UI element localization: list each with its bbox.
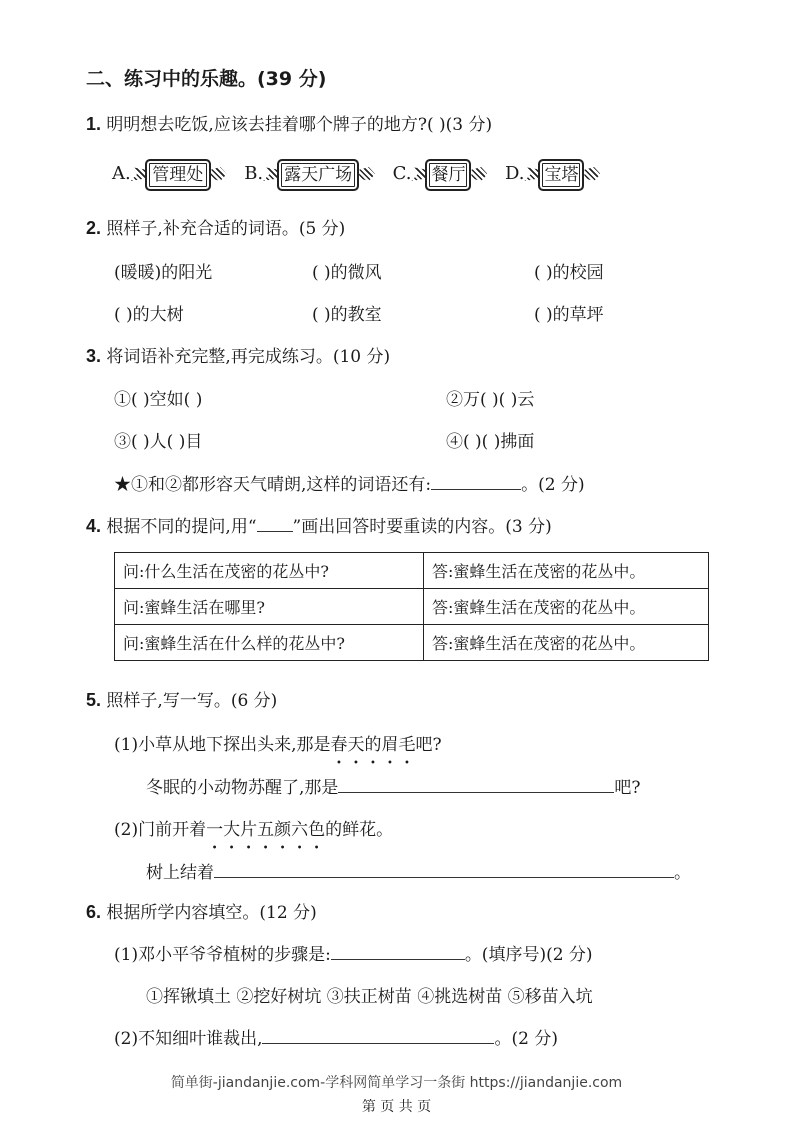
emphasis-char: 毛 xyxy=(398,735,416,755)
question-text: 根据不同的提问,用“ xyxy=(106,517,257,537)
sign-arrow-right-icon xyxy=(359,167,375,181)
emphasis-char: 片 xyxy=(240,820,258,840)
example-text: (1)小草从地下探出头来,那是 xyxy=(114,735,331,755)
question-text: 照样子,补充合适的词语。(5 分) xyxy=(106,219,346,239)
question-text-end: ”画出回答时要重读的内容。(3 分) xyxy=(292,517,552,537)
question-text: 照样子,写一写。(6 分) xyxy=(106,691,278,711)
answer-cell[interactable]: 答:蜜蜂生活在茂密的花丛中。 xyxy=(424,589,709,625)
option-letter: B. xyxy=(244,163,264,184)
q3-item: ④( )( )拂面 xyxy=(446,432,535,452)
sign-board xyxy=(524,158,600,190)
option-letter: C. xyxy=(392,163,412,184)
question-cell: 问:蜜蜂生活在哪里? xyxy=(115,589,424,625)
q3-star-question xyxy=(114,470,585,495)
question-1 xyxy=(86,110,492,135)
star-text-end: 。(2 分) xyxy=(521,475,585,495)
example-text: (2)门前开着 xyxy=(114,820,207,840)
q2-item: ( )的草坪 xyxy=(534,305,604,325)
q6-steps: ①挥锹填土 ②挖好树坑 ③扶正树苗 ④挑选树苗 ⑤移苗入坑 xyxy=(146,987,593,1007)
answer-blank[interactable] xyxy=(338,776,614,793)
part-text-end: 。(2 分) xyxy=(494,1029,558,1049)
emphasis-char: 六 xyxy=(291,820,309,840)
question-number: 3. xyxy=(86,346,102,366)
sign-board xyxy=(411,158,487,190)
q5-example-1 xyxy=(114,730,442,755)
answer-blank[interactable] xyxy=(214,861,674,878)
question-3 xyxy=(86,342,390,367)
answer-cell[interactable]: 答:蜜蜂生活在茂密的花丛中。 xyxy=(424,625,709,661)
table-row xyxy=(115,589,709,625)
q6-part-1 xyxy=(114,940,593,965)
q6-part-2 xyxy=(114,1024,558,1049)
emphasis-char: 五 xyxy=(257,820,275,840)
sign-board xyxy=(131,158,227,190)
q5-example-2 xyxy=(114,815,393,840)
sign-text: 露天广场 xyxy=(277,159,359,191)
section-title: 二、练习中的乐趣。(39 分) xyxy=(86,68,327,90)
emphasis-char: 的 xyxy=(364,735,382,755)
question-number: 5. xyxy=(86,690,102,710)
emphasis-char: 天 xyxy=(347,735,365,755)
question-number: 6. xyxy=(86,902,102,922)
q2-item: ( )的教室 xyxy=(312,305,382,325)
fill-text-end: 吧? xyxy=(614,778,641,798)
question-cell: 问:蜜蜂生活在什么样的花丛中? xyxy=(115,625,424,661)
question-2 xyxy=(86,214,345,239)
emphasis-char: 眉 xyxy=(381,735,399,755)
underline-sample xyxy=(257,517,293,532)
emphasis-char: 一 xyxy=(206,820,224,840)
example-text-end: 的鲜花。 xyxy=(325,820,394,840)
emphasis-char: 大 xyxy=(223,820,241,840)
question-text: 根据所学内容填空。(12 分) xyxy=(106,903,317,923)
q2-item: ( )的微风 xyxy=(312,263,382,283)
table-row xyxy=(115,553,709,589)
question-text: 明明想去吃饭,应该去挂着哪个牌子的地方?( )(3 分) xyxy=(106,115,493,135)
fill-text: 冬眠的小动物苏醒了,那是 xyxy=(146,778,339,798)
answer-blank[interactable] xyxy=(431,473,521,490)
sign-board xyxy=(263,158,375,190)
sign-arrow-right-icon xyxy=(211,167,227,181)
q2-item: ( )的大树 xyxy=(114,305,184,325)
example-text-end: 吧? xyxy=(415,735,442,755)
q2-item: ( )的校园 xyxy=(534,263,604,283)
part-text: (2)不知细叶谁裁出, xyxy=(114,1029,263,1049)
question-6 xyxy=(86,898,317,923)
q3-item: ②万( )( )云 xyxy=(446,390,535,410)
q5-fill-1 xyxy=(146,773,641,798)
table-row xyxy=(115,625,709,661)
q3-item: ①( )空如( ) xyxy=(114,390,203,410)
question-5 xyxy=(86,686,277,711)
answer-blank[interactable] xyxy=(331,943,465,960)
part-text-end: 。(填序号)(2 分) xyxy=(464,945,593,965)
question-number: 2. xyxy=(86,218,102,238)
page-number: 第 页 共 页 xyxy=(361,1099,432,1115)
sign-text: 餐厅 xyxy=(425,159,471,191)
option-letter: D. xyxy=(504,163,525,184)
question-text: 将词语补充完整,再完成练习。(10 分) xyxy=(106,347,391,367)
emphasis-char: 颜 xyxy=(274,820,292,840)
sign-text: 管理处 xyxy=(145,159,211,191)
star-text: ★①和②都形容天气晴朗,这样的词语还有: xyxy=(114,475,432,495)
emphasis-char: 春 xyxy=(330,735,348,755)
sign-arrow-right-icon xyxy=(584,167,600,181)
part-text: (1)邓小平爷爷植树的步骤是: xyxy=(114,945,331,965)
fill-text-end: 。 xyxy=(674,863,691,883)
question-4 xyxy=(86,512,552,537)
answer-blank[interactable] xyxy=(262,1027,494,1044)
sign-arrow-right-icon xyxy=(471,167,487,181)
qa-table xyxy=(114,552,709,661)
question-number: 4. xyxy=(86,516,102,536)
fill-text: 树上结着 xyxy=(146,863,214,883)
question-cell: 问:什么生活在茂密的花丛中? xyxy=(115,553,424,589)
option-letter: A. xyxy=(112,163,131,184)
answer-cell[interactable]: 答:蜜蜂生活在茂密的花丛中。 xyxy=(424,553,709,589)
question-number: 1. xyxy=(86,114,102,134)
emphasis-char: 色 xyxy=(308,820,326,840)
sign-text: 宝塔 xyxy=(538,159,584,191)
q3-item: ③( )人( )目 xyxy=(114,432,203,452)
q2-item: (暖暖)的阳光 xyxy=(114,263,213,283)
q1-options xyxy=(112,158,600,190)
q5-fill-2 xyxy=(146,858,691,883)
watermark-text: 简单街-jiandanjie.com-学科网简单学习一条街 https://jiandanjie.com xyxy=(170,1075,623,1091)
